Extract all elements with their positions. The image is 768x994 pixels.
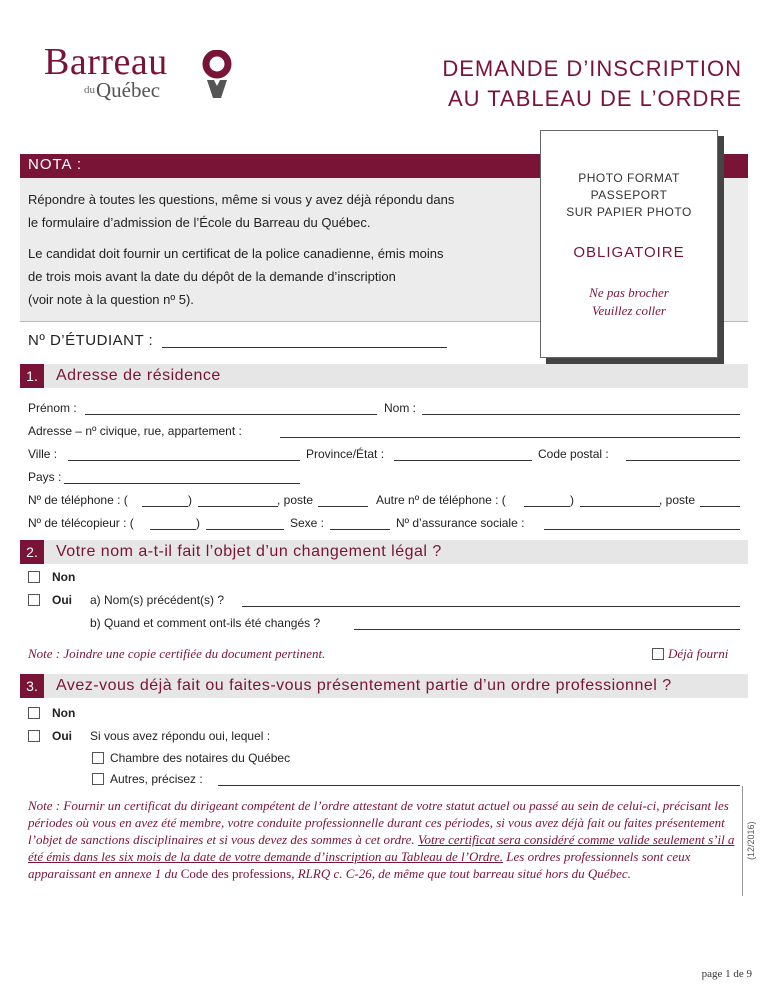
ordre-non-checkbox[interactable] [28, 707, 40, 719]
province-label: Province/État : [306, 447, 385, 461]
ordre-non-label: Non [52, 706, 76, 720]
nom-field[interactable] [422, 414, 740, 415]
notaires-label: Chambre des notaires du Québec [110, 751, 291, 765]
nom-label: Nom : [384, 401, 417, 415]
logo-du: du [84, 84, 95, 96]
autre-telephone-paren: ) [570, 493, 574, 507]
adresse-field[interactable] [280, 437, 740, 438]
prenom-field[interactable] [85, 414, 377, 415]
telephone-paren: ) [188, 493, 192, 507]
autre-telephone-field[interactable] [580, 506, 660, 507]
telecopieur-field[interactable] [206, 529, 284, 530]
oui-label: Oui [52, 593, 72, 607]
etudiant-field[interactable] [162, 347, 447, 348]
telephone-area-field[interactable] [142, 506, 188, 507]
lequel-label: Si vous avez répondu oui, lequel : [90, 729, 271, 743]
autres-checkbox[interactable] [92, 773, 104, 785]
telecopieur-paren: ) [196, 516, 200, 530]
autres-label: Autres, précisez : [110, 772, 203, 786]
revision-date: (12/2016) [746, 821, 756, 860]
nas-field[interactable] [544, 529, 740, 530]
nota-paragraph-1: Répondre à toutes les questions, même si vous y avez déjà répondu dans le formulaire d’admission de l’École du Barreau du Québec. [28, 192, 455, 230]
code-postal-label: Code postal : [538, 447, 609, 461]
nom-precedent-label: a) Nom(s) précédent(s) ? [90, 593, 225, 607]
photo-instructions: PHOTO FORMAT PASSEPORT SUR PAPIER PHOTO [566, 171, 692, 219]
autre-telephone-area-field[interactable] [524, 506, 570, 507]
poste-field[interactable] [318, 506, 368, 507]
section-3-note: Note : Fournir un certificat du dirigeant compétent de l’ordre attestant de votre statut actuel ou passé au sein de celui-ci, précisant les périodes où vous en avez été membre, votre conduite professionnelle durant ces périodes, si vous avez déjà fait ou faites présentement l’objet de sanctions disciplinaires et si vous devez des sommes à cet ordre. Votre certificat sera considéré comme valide seulement s’il a été émis dans les six mois de la date de votre demande d’inscription au Tableau de l’Ordre. Les ordres professionnels sont ceux apparaissant en annexe 1 du Code des professions, RLRQ c. C-26, de même que tout barreau situé hors du Québec. [28, 798, 735, 881]
province-field[interactable] [394, 460, 532, 461]
code-postal-field[interactable] [626, 460, 740, 461]
nom-precedent-field[interactable] [242, 606, 740, 607]
barreau-emblem-icon [200, 50, 234, 100]
telecopieur-area-field[interactable] [150, 529, 196, 530]
pays-field[interactable] [64, 483, 300, 484]
nota-title: NOTA : [28, 156, 83, 173]
section-1-number: 1. [20, 364, 44, 388]
ville-label: Ville : [28, 447, 58, 461]
nota-paragraph-2: Le candidat doit fournir un certificat de la police canadienne, émis moins de trois mois avant la date du dépôt de la demande d’inscription (voir note à la question nº 5). [28, 246, 444, 307]
photo-note: Ne pas brocher Veuillez coller [589, 285, 669, 318]
prenom-label: Prénom : [28, 401, 77, 415]
etudiant-label: Nº D’ÉTUDIANT : [28, 332, 154, 349]
section-2-title: Votre nom a-t-il fait l’objet d’un changement légal ? [56, 543, 442, 560]
deja-fourni-checkbox[interactable] [652, 648, 664, 660]
section-3-number: 3. [20, 674, 44, 698]
section-1-title: Adresse de résidence [56, 367, 221, 384]
sexe-field[interactable] [330, 529, 390, 530]
form-title: DEMANDE D’INSCRIPTION AU TABLEAU DE L’ORDRE [442, 56, 742, 111]
changement-field[interactable] [354, 629, 740, 630]
deja-fourni-label: Déjà fourni [668, 646, 729, 661]
autres-field[interactable] [218, 785, 740, 786]
non-label: Non [52, 570, 76, 584]
logo-barreau: Barreau [44, 41, 168, 83]
autre-poste-field[interactable] [700, 506, 740, 507]
logo-quebec: Québec [96, 78, 161, 102]
nas-label: Nº d’assurance sociale : [396, 516, 525, 530]
telecopieur-label: Nº de télécopieur : ( [28, 516, 134, 530]
section-2-number: 2. [20, 540, 44, 564]
changement-label: b) Quand et comment ont-ils été changés ? [90, 616, 321, 630]
telephone-field[interactable] [198, 506, 278, 507]
section-3-title: Avez-vous déjà fait ou faites-vous présentement partie d’un ordre professionnel ? [56, 677, 672, 694]
photo-required: OBLIGATOIRE [573, 244, 685, 261]
notaires-checkbox[interactable] [92, 752, 104, 764]
ville-field[interactable] [68, 460, 300, 461]
poste-label: , poste [277, 493, 314, 507]
side-divider [742, 786, 743, 896]
pays-label: Pays : [28, 470, 62, 484]
sexe-label: Sexe : [290, 516, 325, 530]
non-checkbox[interactable] [28, 571, 40, 583]
ordre-oui-checkbox[interactable] [28, 730, 40, 742]
section-2-note: Note : Joindre une copie certifiée du document pertinent. [28, 646, 326, 661]
autre-telephone-label: Autre nº de téléphone : ( [376, 493, 506, 507]
autre-poste-label: , poste [659, 493, 696, 507]
page-number: page 1 de 9 [701, 968, 752, 980]
adresse-label: Adresse – nº civique, rue, appartement : [28, 424, 242, 438]
ordre-oui-label: Oui [52, 729, 72, 743]
telephone-label: Nº de téléphone : ( [28, 493, 128, 507]
oui-checkbox[interactable] [28, 594, 40, 606]
